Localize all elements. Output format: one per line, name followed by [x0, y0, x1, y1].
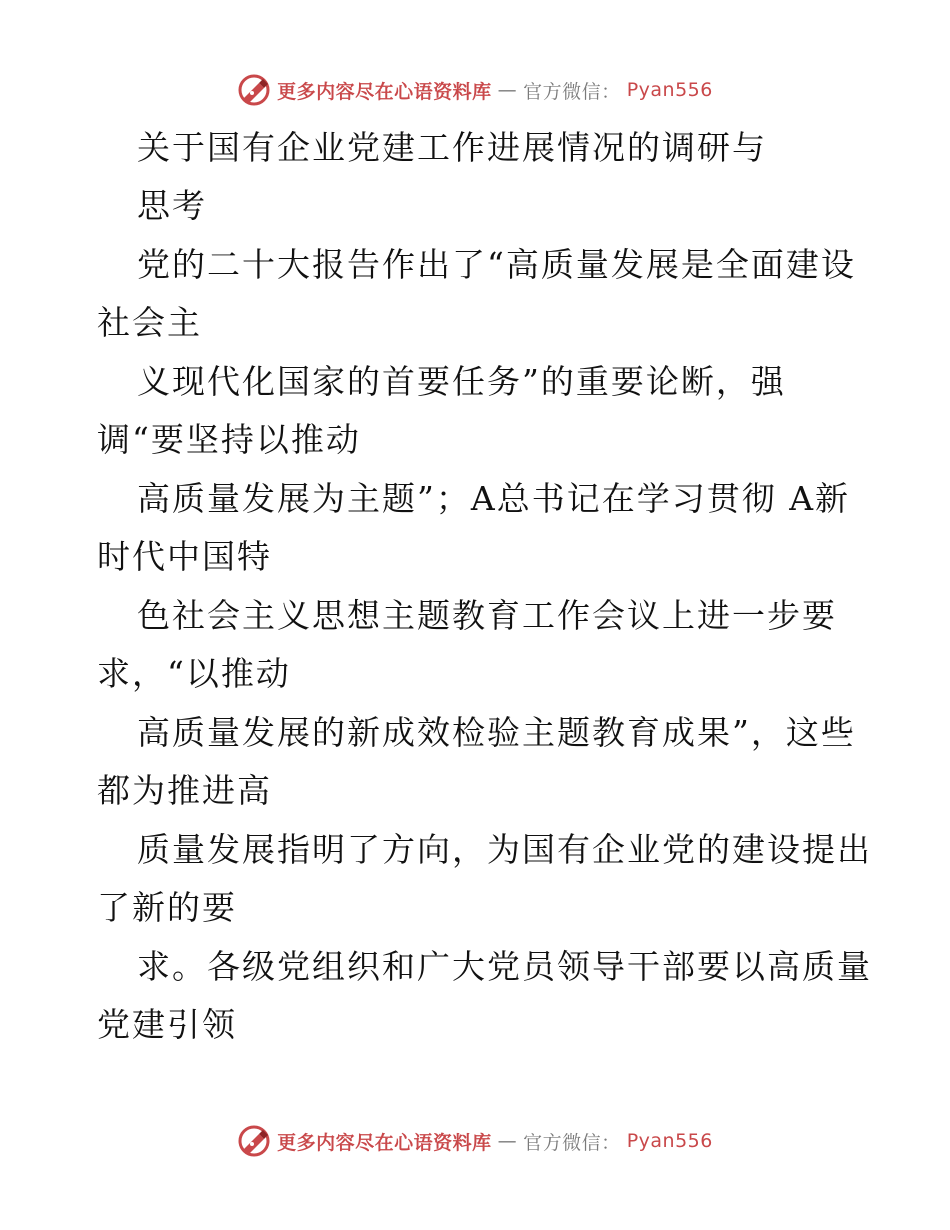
paragraph-line: 了新的要: [97, 888, 237, 927]
paragraph-line: 高质量发展的新成效检验主题教育成果”，这些: [137, 713, 856, 752]
watermark-wechat-label: 官方微信：: [523, 80, 621, 103]
pen-nib-logo-icon: [237, 73, 271, 107]
paragraph-line: 都为推进高: [97, 771, 272, 810]
footer-watermark: [0, 1121, 950, 1161]
pen-nib-logo-icon: [237, 1124, 271, 1158]
paragraph-line: 色社会主义思想主题教育工作会议上进一步要: [137, 596, 837, 635]
watermark-brand-text: 更多内容尽在心语资料库: [277, 1131, 492, 1154]
paragraph-line: 党建引领: [97, 1005, 237, 1044]
paragraph-line: 社会主: [97, 303, 202, 342]
header-watermark: [0, 70, 950, 110]
paragraph-line: 求，“以推动: [97, 654, 291, 693]
watermark-brand-text: 更多内容尽在心语资料库: [277, 80, 492, 103]
document-title-line-2: 思考: [137, 186, 207, 225]
paragraph-line: 时代中国特: [97, 537, 272, 576]
paragraph-line: 调“要坚持以推动: [97, 420, 361, 459]
watermark-wechat-label: 官方微信：: [523, 1131, 621, 1154]
watermark-dash: —: [497, 1130, 518, 1152]
paragraph-line: 义现代化国家的首要任务”的重要论断，强: [137, 362, 786, 401]
watermark-wechat-account: Pyan556: [626, 1130, 713, 1152]
paragraph-line: 党的二十大报告作出了“高质量发展是全面建设: [137, 245, 856, 284]
watermark-group: [237, 1124, 713, 1158]
paragraph-line: 高质量发展为主题”；A总书记在学习贯彻 A新: [137, 479, 851, 518]
document-title-line-1: 关于国有企业党建工作进展情况的调研与: [137, 128, 767, 167]
watermark-group: [237, 73, 713, 107]
paragraph-line: 质量发展指明了方向，为国有企业党的建设提出: [137, 830, 872, 869]
watermark-wechat-account: Pyan556: [626, 79, 713, 101]
paragraph-line: 求。各级党组织和广大党员领导干部要以高质量: [137, 947, 872, 986]
watermark-dash: —: [497, 79, 518, 101]
